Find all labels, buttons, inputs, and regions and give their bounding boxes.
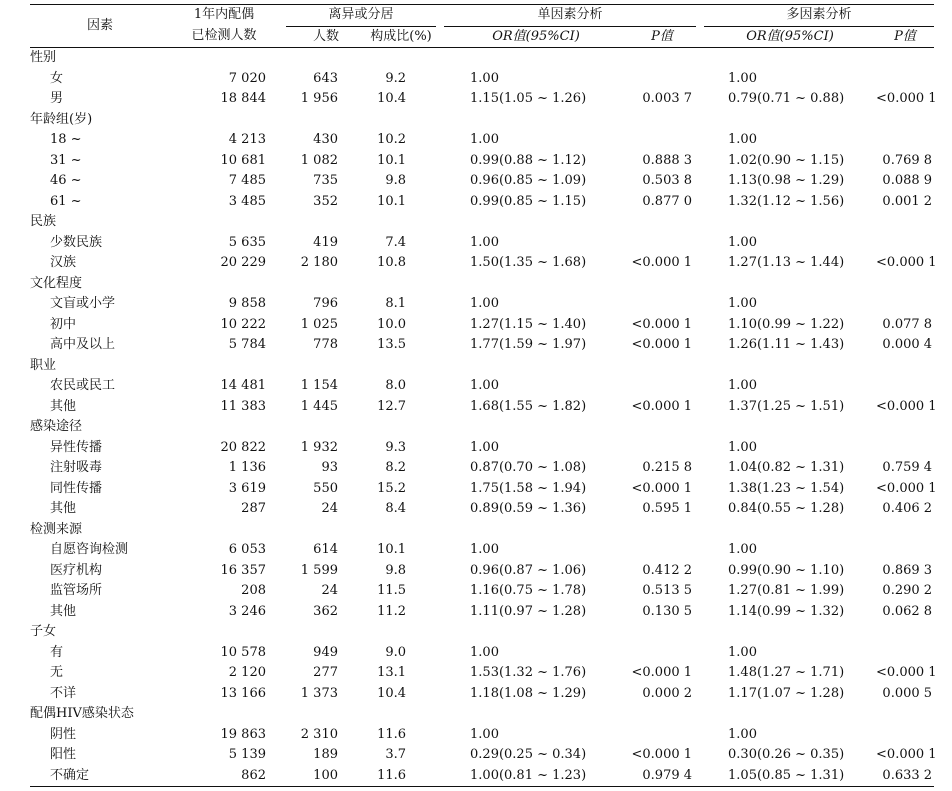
cell-p-multivariate: 0.633 2 bbox=[876, 766, 934, 787]
cell-p-univariate bbox=[628, 69, 696, 90]
cell-or-univariate: 1.00 bbox=[470, 70, 499, 86]
cell-separated-count: 1 082 bbox=[300, 152, 338, 168]
row-label: 同性传播 bbox=[50, 480, 103, 496]
group-label: 配偶HIV感染状态 bbox=[30, 706, 134, 721]
row-label: 61 ~ bbox=[50, 193, 82, 209]
cell-separated-count: 614 bbox=[313, 542, 338, 557]
cell-p-multivariate: 0.769 8 bbox=[882, 152, 933, 168]
cell-or-univariate: 1.00 bbox=[470, 296, 499, 311]
cell-ratio: 15.2 bbox=[377, 480, 407, 496]
cell-or-multivariate: 1.05(0.85 ~ 1.31) bbox=[704, 766, 876, 787]
cell-tested-total: 10 222 bbox=[220, 316, 266, 332]
row-label: 文盲或小学 bbox=[50, 296, 116, 311]
cell-separated-count: 100 bbox=[286, 766, 366, 787]
table-row bbox=[30, 151, 934, 172]
cell-p-multivariate: <0.000 1 bbox=[876, 91, 937, 106]
header-or-multivariate bbox=[704, 26, 876, 48]
cell-ratio: 9.8 bbox=[385, 562, 407, 578]
cell-or-multivariate: 1.10(0.99 ~ 1.22) bbox=[728, 316, 845, 332]
cell-p-univariate: 0.877 0 bbox=[642, 193, 693, 209]
cell-p-univariate bbox=[628, 130, 696, 151]
cell-p-univariate: <0.000 1 bbox=[631, 255, 693, 270]
table-row bbox=[30, 561, 934, 582]
cell-p-multivariate bbox=[876, 376, 934, 397]
group-row bbox=[30, 212, 934, 233]
cell-ratio: 9.0 bbox=[385, 644, 407, 660]
cell-ratio: 11.6 bbox=[377, 726, 407, 742]
table-row bbox=[30, 766, 934, 787]
table-body bbox=[30, 48, 937, 787]
cell-p-multivariate bbox=[876, 725, 934, 746]
cell-p-multivariate: <0.000 1 bbox=[876, 398, 937, 414]
cell-or-univariate: 1.11(0.97 ~ 1.28) bbox=[470, 603, 587, 619]
cell-p-multivariate: 0.290 2 bbox=[882, 583, 933, 598]
cell-separated-count: 352 bbox=[313, 193, 338, 209]
cell-or-multivariate: 1.48(1.27 ~ 1.71) bbox=[728, 665, 845, 680]
cell-or-univariate: 1.77(1.59 ~ 1.97) bbox=[470, 337, 587, 352]
cell-p-multivariate: 0.077 8 bbox=[882, 316, 933, 332]
cell-ratio: 9.2 bbox=[385, 70, 407, 86]
cell-or-univariate: 0.29(0.25 ~ 0.34) bbox=[470, 747, 587, 762]
table-row bbox=[30, 725, 934, 746]
cell-p-univariate bbox=[628, 376, 696, 397]
table-row bbox=[30, 684, 934, 705]
header-count: 人数 bbox=[286, 26, 366, 48]
p-label: P值 bbox=[894, 28, 916, 44]
cell-or-univariate: 0.89(0.59 ~ 1.36) bbox=[470, 501, 587, 516]
cell-p-univariate: <0.000 1 bbox=[631, 747, 693, 762]
cell-tested-total: 7 020 bbox=[228, 70, 266, 86]
cell-or-multivariate: 1.00 bbox=[728, 726, 757, 742]
cell-separated-count: 1 373 bbox=[300, 685, 338, 701]
cell-tested-total: 208 bbox=[241, 583, 266, 598]
cell-or-univariate: 1.68(1.55 ~ 1.82) bbox=[470, 398, 587, 414]
group-row bbox=[30, 274, 934, 295]
cell-separated-count: 1 025 bbox=[300, 316, 338, 332]
row-label: 不详 bbox=[50, 685, 77, 701]
cell-separated-count: 24 bbox=[321, 583, 338, 598]
cell-or-univariate: 0.96(0.85 ~ 1.09) bbox=[470, 173, 587, 188]
header-tested-line2: 已检测人数 bbox=[170, 26, 278, 48]
cell-p-multivariate: 0.000 5 bbox=[882, 685, 933, 701]
cell-or-multivariate: 1.04(0.82 ~ 1.31) bbox=[728, 460, 845, 475]
cell-tested-total: 16 357 bbox=[220, 562, 266, 578]
cell-p-multivariate: <0.000 1 bbox=[876, 665, 937, 680]
cell-tested-total: 5 635 bbox=[228, 234, 266, 250]
cell-or-multivariate: 1.00 bbox=[728, 70, 757, 86]
cell-tested-total: 3 485 bbox=[228, 193, 266, 209]
table-row bbox=[30, 602, 934, 623]
cell-p-univariate: <0.000 1 bbox=[631, 665, 693, 680]
cell-tested-total: 5 139 bbox=[228, 747, 266, 762]
header-factor: 因素 bbox=[30, 5, 170, 48]
cell-or-multivariate: 1.00 bbox=[728, 296, 757, 311]
cell-separated-count: 2 180 bbox=[300, 255, 338, 270]
table-row bbox=[30, 315, 934, 336]
cell-p-univariate: 0.595 1 bbox=[642, 501, 693, 516]
cell-or-univariate: 1.00 bbox=[470, 234, 499, 250]
cell-or-multivariate: 1.02(0.90 ~ 1.15) bbox=[728, 152, 845, 168]
cell-tested-total: 11 383 bbox=[220, 398, 266, 414]
cell-or-univariate: 0.99(0.85 ~ 1.15) bbox=[470, 193, 587, 209]
cell-p-univariate: <0.000 1 bbox=[631, 480, 693, 496]
cell-or-multivariate: 1.13(0.98 ~ 1.29) bbox=[728, 173, 845, 188]
cell-or-univariate: 0.87(0.70 ~ 1.08) bbox=[470, 460, 587, 475]
row-label: 异性传播 bbox=[50, 439, 103, 455]
cell-or-multivariate: 1.27(0.81 ~ 1.99) bbox=[728, 583, 845, 598]
row-label: 阳性 bbox=[50, 747, 77, 762]
group-label: 子女 bbox=[30, 624, 57, 639]
row-label: 少数民族 bbox=[50, 234, 103, 250]
cell-or-univariate: 1.15(1.05 ~ 1.26) bbox=[470, 91, 587, 106]
table-row bbox=[30, 458, 934, 479]
cell-tested-total: 7 485 bbox=[228, 173, 266, 188]
group-label: 性别 bbox=[30, 50, 57, 65]
or-label: OR值(95%CI) bbox=[492, 28, 580, 44]
group-row bbox=[30, 417, 934, 438]
cell-or-univariate: 1.00 bbox=[470, 132, 499, 147]
cell-p-univariate: 0.513 5 bbox=[642, 583, 693, 598]
header-univariate: 单因素分析 bbox=[444, 5, 696, 27]
cell-p-univariate: <0.000 1 bbox=[631, 398, 693, 414]
table-row bbox=[30, 581, 934, 602]
row-label: 农民或民工 bbox=[50, 378, 116, 393]
cell-separated-count: 1 599 bbox=[300, 562, 338, 578]
cell-separated-count: 2 310 bbox=[300, 726, 338, 742]
cell-ratio: 8.1 bbox=[385, 296, 407, 311]
cell-ratio: 12.7 bbox=[377, 398, 407, 414]
row-label: 高中及以上 bbox=[50, 337, 116, 352]
header-separated: 离异或分居 bbox=[286, 5, 436, 27]
cell-ratio: 10.8 bbox=[377, 255, 407, 270]
cell-or-multivariate: 0.79(0.71 ~ 0.88) bbox=[728, 91, 845, 106]
cell-separated-count: 430 bbox=[313, 132, 338, 147]
cell-ratio: 9.3 bbox=[385, 439, 407, 455]
cell-ratio: 11.6 bbox=[366, 766, 436, 787]
cell-p-univariate: 0.888 3 bbox=[642, 152, 693, 168]
cell-separated-count: 796 bbox=[313, 296, 338, 311]
cell-tested-total: 862 bbox=[170, 766, 278, 787]
group-label: 感染途径 bbox=[30, 419, 83, 434]
cell-tested-total: 1 136 bbox=[228, 460, 266, 475]
cell-tested-total: 20 822 bbox=[220, 439, 266, 455]
cell-separated-count: 949 bbox=[313, 644, 338, 660]
cell-ratio: 7.4 bbox=[385, 234, 407, 250]
cell-tested-total: 287 bbox=[241, 501, 266, 516]
cell-separated-count: 778 bbox=[313, 337, 338, 352]
cell-p-multivariate: 0.869 3 bbox=[882, 562, 933, 578]
row-label: 31 ~ bbox=[50, 152, 82, 168]
cell-ratio: 13.5 bbox=[377, 337, 407, 352]
results-table bbox=[30, 4, 937, 787]
cell-or-multivariate: 1.14(0.99 ~ 1.32) bbox=[728, 603, 845, 619]
cell-ratio: 10.4 bbox=[377, 685, 407, 701]
cell-or-multivariate: 1.00 bbox=[728, 542, 757, 557]
cell-or-univariate: 1.00 bbox=[470, 378, 499, 393]
table-row bbox=[30, 335, 934, 356]
cell-ratio: 10.2 bbox=[377, 132, 407, 147]
cell-ratio: 8.0 bbox=[385, 378, 407, 393]
cell-or-multivariate: 1.26(1.11 ~ 1.43) bbox=[728, 337, 845, 352]
cell-or-multivariate: 1.00 bbox=[728, 378, 757, 393]
cell-p-multivariate bbox=[876, 130, 934, 151]
cell-or-multivariate: 0.84(0.55 ~ 1.28) bbox=[728, 501, 845, 516]
cell-p-multivariate bbox=[876, 540, 934, 561]
cell-p-multivariate: 0.000 4 bbox=[882, 337, 933, 352]
header-or-univariate bbox=[444, 26, 628, 48]
cell-separated-count: 1 154 bbox=[300, 378, 338, 393]
header-tested-line1: 1年内配偶 bbox=[170, 5, 278, 27]
cell-p-multivariate: 0.001 2 bbox=[882, 193, 933, 209]
cell-or-univariate: 1.16(0.75 ~ 1.78) bbox=[470, 583, 587, 598]
cell-ratio: 10.4 bbox=[377, 91, 407, 106]
cell-p-univariate: 0.412 2 bbox=[642, 562, 693, 578]
table-row bbox=[30, 745, 934, 766]
or-label: OR值(95%CI) bbox=[746, 28, 834, 44]
table-row bbox=[30, 253, 934, 274]
cell-or-univariate: 0.96(0.87 ~ 1.06) bbox=[470, 562, 587, 578]
cell-ratio: 11.2 bbox=[377, 603, 407, 619]
cell-ratio: 3.7 bbox=[385, 747, 407, 762]
cell-p-univariate bbox=[628, 438, 696, 459]
cell-separated-count: 362 bbox=[313, 603, 338, 619]
table-row bbox=[30, 499, 934, 520]
cell-or-multivariate: 1.00 bbox=[728, 132, 757, 147]
header-p-multivariate bbox=[876, 26, 934, 48]
table-row bbox=[30, 89, 934, 110]
cell-p-multivariate bbox=[876, 643, 934, 664]
cell-tested-total: 3 619 bbox=[228, 480, 266, 496]
row-label: 其他 bbox=[50, 603, 77, 619]
header-multivariate: 多因素分析 bbox=[704, 5, 934, 27]
cell-separated-count: 277 bbox=[313, 665, 338, 680]
table-row bbox=[30, 171, 934, 192]
table-row bbox=[30, 663, 934, 684]
cell-tested-total: 4 213 bbox=[228, 132, 266, 147]
table-row bbox=[30, 130, 934, 151]
cell-ratio: 8.2 bbox=[385, 460, 407, 475]
cell-p-univariate: <0.000 1 bbox=[631, 337, 693, 352]
cell-p-univariate: 0.130 5 bbox=[642, 603, 693, 619]
cell-or-multivariate: 0.99(0.90 ~ 1.10) bbox=[728, 562, 845, 578]
cell-p-univariate bbox=[628, 725, 696, 746]
cell-tested-total: 13 166 bbox=[220, 685, 266, 701]
row-label: 汉族 bbox=[50, 255, 77, 270]
cell-or-univariate: 1.75(1.58 ~ 1.94) bbox=[470, 480, 587, 496]
table-row bbox=[30, 397, 934, 418]
cell-ratio: 11.5 bbox=[377, 583, 407, 598]
row-label: 初中 bbox=[50, 316, 77, 332]
p-label: P值 bbox=[651, 28, 673, 44]
row-label: 女 bbox=[50, 70, 64, 86]
header-p-univariate bbox=[628, 26, 696, 48]
row-label: 监管场所 bbox=[50, 583, 103, 598]
table-row bbox=[30, 643, 934, 664]
header-ratio: 构成比(%) bbox=[366, 26, 436, 48]
group-label: 年龄组(岁) bbox=[30, 111, 93, 127]
cell-ratio: 10.0 bbox=[377, 316, 407, 332]
cell-p-univariate bbox=[628, 233, 696, 254]
cell-p-univariate: 0.000 2 bbox=[642, 685, 693, 701]
cell-or-multivariate: 1.00 bbox=[728, 439, 757, 455]
group-label: 文化程度 bbox=[30, 275, 83, 291]
cell-or-multivariate: 1.38(1.23 ~ 1.54) bbox=[728, 480, 845, 496]
cell-tested-total: 6 053 bbox=[228, 542, 266, 557]
cell-or-multivariate: 1.17(1.07 ~ 1.28) bbox=[728, 685, 845, 701]
row-label: 有 bbox=[50, 644, 64, 660]
cell-p-univariate: 0.215 8 bbox=[642, 460, 693, 475]
cell-p-multivariate: 0.406 2 bbox=[882, 501, 933, 516]
cell-p-multivariate bbox=[876, 438, 934, 459]
table-row bbox=[30, 192, 934, 213]
cell-p-univariate bbox=[628, 643, 696, 664]
cell-or-univariate: 1.53(1.32 ~ 1.76) bbox=[470, 665, 587, 680]
cell-or-multivariate: 1.32(1.12 ~ 1.56) bbox=[728, 193, 845, 209]
cell-tested-total: 10 578 bbox=[220, 644, 266, 660]
cell-or-multivariate: 1.00 bbox=[728, 234, 757, 250]
row-label: 自愿咨询检测 bbox=[50, 542, 129, 557]
row-label: 注射吸毒 bbox=[50, 460, 103, 475]
cell-tested-total: 20 229 bbox=[220, 255, 266, 270]
cell-separated-count: 1 956 bbox=[300, 91, 338, 106]
cell-tested-total: 3 246 bbox=[228, 603, 266, 619]
cell-p-multivariate: <0.000 1 bbox=[876, 480, 937, 496]
row-label: 阴性 bbox=[50, 726, 77, 742]
row-label: 男 bbox=[50, 91, 64, 106]
table-row bbox=[30, 69, 934, 90]
cell-tested-total: 5 784 bbox=[228, 337, 266, 352]
cell-or-multivariate: 1.00 bbox=[728, 644, 757, 660]
cell-or-multivariate: 1.37(1.25 ~ 1.51) bbox=[728, 398, 845, 414]
cell-separated-count: 1 932 bbox=[300, 439, 338, 455]
cell-tested-total: 18 844 bbox=[220, 91, 266, 106]
table-row bbox=[30, 376, 934, 397]
cell-ratio: 10.1 bbox=[377, 193, 407, 209]
cell-separated-count: 735 bbox=[313, 173, 338, 188]
group-label: 检测来源 bbox=[30, 521, 83, 537]
cell-ratio: 9.8 bbox=[385, 173, 407, 188]
row-label: 其他 bbox=[50, 501, 77, 516]
group-row bbox=[30, 110, 934, 131]
cell-p-multivariate: <0.000 1 bbox=[876, 747, 937, 762]
cell-or-univariate: 1.27(1.15 ~ 1.40) bbox=[470, 316, 587, 332]
cell-separated-count: 189 bbox=[313, 747, 338, 762]
cell-or-multivariate: 0.30(0.26 ~ 0.35) bbox=[728, 747, 845, 762]
cell-or-multivariate: 1.27(1.13 ~ 1.44) bbox=[728, 255, 845, 270]
group-row bbox=[30, 48, 934, 69]
cell-p-univariate: 0.003 7 bbox=[642, 91, 693, 106]
cell-or-univariate: 1.18(1.08 ~ 1.29) bbox=[470, 685, 587, 701]
cell-or-univariate: 0.99(0.88 ~ 1.12) bbox=[470, 152, 587, 168]
cell-p-multivariate bbox=[876, 294, 934, 315]
cell-p-univariate: <0.000 1 bbox=[631, 316, 693, 332]
row-label: 18 ~ bbox=[50, 132, 82, 147]
row-label: 不确定 bbox=[30, 766, 170, 787]
row-label: 46 ~ bbox=[50, 173, 82, 188]
cell-p-multivariate bbox=[876, 233, 934, 254]
row-label: 其他 bbox=[50, 398, 77, 414]
cell-or-univariate: 1.00 bbox=[470, 726, 499, 742]
cell-p-multivariate bbox=[876, 69, 934, 90]
cell-tested-total: 2 120 bbox=[228, 665, 266, 680]
cell-ratio: 10.1 bbox=[377, 152, 407, 168]
header-row-1 bbox=[30, 5, 934, 27]
table-row bbox=[30, 540, 934, 561]
group-row bbox=[30, 704, 934, 725]
cell-tested-total: 14 481 bbox=[220, 378, 266, 393]
cell-ratio: 8.4 bbox=[385, 501, 407, 516]
cell-ratio: 13.1 bbox=[377, 665, 407, 680]
cell-tested-total: 9 858 bbox=[228, 296, 266, 311]
group-row bbox=[30, 356, 934, 377]
cell-p-univariate bbox=[628, 540, 696, 561]
cell-separated-count: 643 bbox=[313, 70, 338, 86]
cell-or-univariate: 1.00(0.81 ~ 1.23) bbox=[444, 766, 628, 787]
row-label: 医疗机构 bbox=[50, 562, 103, 578]
cell-p-multivariate: <0.000 1 bbox=[876, 255, 937, 270]
cell-or-univariate: 1.50(1.35 ~ 1.68) bbox=[470, 255, 587, 270]
cell-p-multivariate: 0.062 8 bbox=[882, 603, 933, 619]
cell-separated-count: 550 bbox=[313, 480, 338, 496]
cell-p-multivariate: 0.088 9 bbox=[882, 173, 933, 188]
table-row bbox=[30, 294, 934, 315]
group-row bbox=[30, 520, 934, 541]
cell-separated-count: 93 bbox=[321, 460, 338, 475]
cell-or-univariate: 1.00 bbox=[470, 439, 499, 455]
cell-p-multivariate: 0.759 4 bbox=[882, 460, 933, 475]
table-row bbox=[30, 479, 934, 500]
cell-tested-total: 10 681 bbox=[220, 152, 266, 168]
group-label: 民族 bbox=[30, 214, 57, 229]
cell-separated-count: 1 445 bbox=[300, 398, 338, 414]
cell-ratio: 10.1 bbox=[377, 542, 407, 557]
cell-p-univariate: 0.503 8 bbox=[642, 173, 693, 188]
table-row bbox=[30, 233, 934, 254]
cell-separated-count: 419 bbox=[313, 234, 338, 250]
group-label: 职业 bbox=[30, 357, 57, 373]
cell-separated-count: 24 bbox=[321, 501, 338, 516]
row-label: 无 bbox=[50, 665, 64, 680]
cell-or-univariate: 1.00 bbox=[470, 542, 499, 557]
cell-p-univariate: 0.979 4 bbox=[628, 766, 696, 787]
cell-p-univariate bbox=[628, 294, 696, 315]
cell-or-univariate: 1.00 bbox=[470, 644, 499, 660]
table-row bbox=[30, 438, 934, 459]
cell-tested-total: 19 863 bbox=[220, 726, 266, 742]
group-row bbox=[30, 622, 934, 643]
